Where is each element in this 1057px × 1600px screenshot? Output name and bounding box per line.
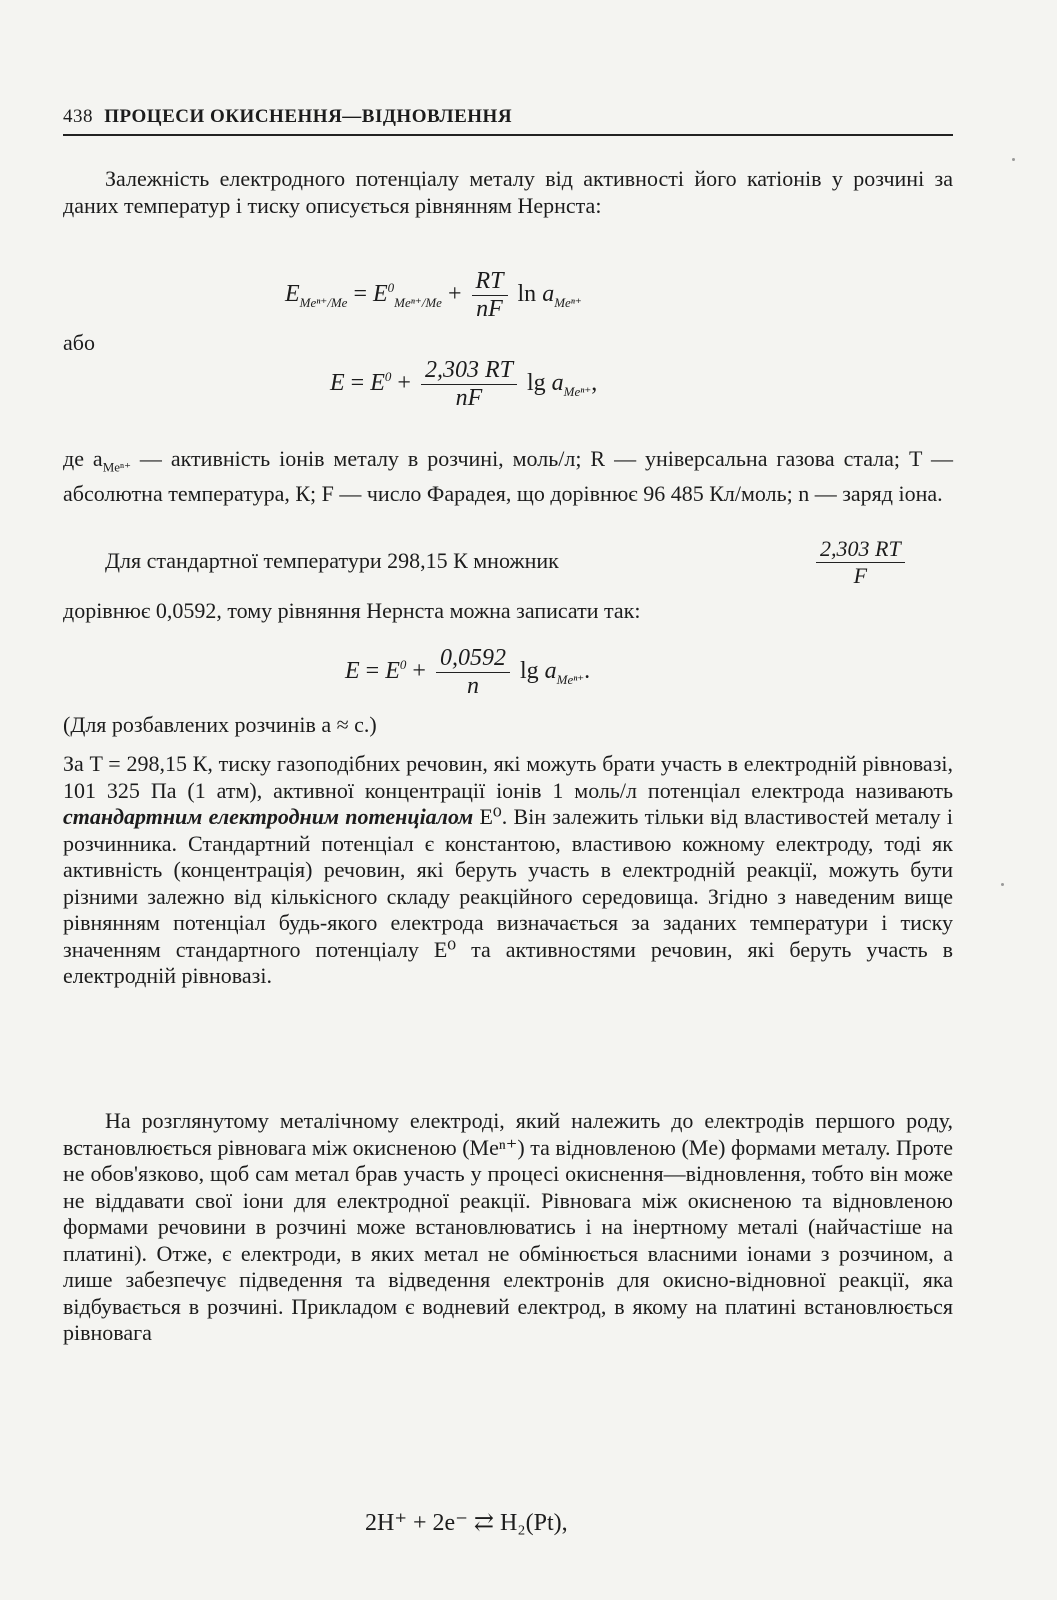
page-header	[63, 106, 953, 136]
factor-fraction: $\frac{2,303 RT}{F}$	[812, 536, 909, 589]
paragraph-standard-temp-cont: дорівнює 0,0592, тому рівняння Нернста можна записати так:	[63, 598, 641, 623]
paragraph-dilute-note: (Для розбавлених розчинів a ≈ c.)	[63, 712, 377, 737]
running-title: ПРОЦЕСИ ОКИСНЕННЯ—ВІДНОВЛЕННЯ	[104, 106, 513, 127]
word-or: або	[63, 330, 95, 355]
scan-speck	[1012, 158, 1015, 161]
paragraph-standard-potential: За T = 298,15 К, тиску газоподібних речовин, які можуть брати участь в електродній рівновазі, 101 325 Па (1 атм), активної концентрації іонів 1 моль/л потенціал електрода називають стандартним електродним потенціалом E⁰. Він залежить тільки від властивостей металу і розчинника. Стандартний потенціал є константою, властивою кожному електроду, тоді як активність (концентрація) речовин, які беруть участь в електродній реакції, можуть бути різними залежно від кількісного складу реакційного середовища. Згідно з наведеним вище рівнянням потенціал будь-якого електрода визначається за заданих температури і тиску значенням стандартного потенціалу E⁰ та активностями речовин, які беруть участь в електродній рівновазі.	[63, 751, 953, 988]
equation-nernst-ln: $E_{Me^{n+}/Me} = E^0_{Me^{n+}/Me}$ + $\frac{RT}{nF}$ $\ln a_{Me^{n+}}$	[285, 268, 582, 322]
term-standard-electrode-potential: стандартним електродним потенціалом	[63, 804, 474, 829]
paragraph-nernst-intro: Залежність електродного потенціалу металу від активності його катіонів у розчині за даних температур і тиску описується рівнянням Нернста:	[63, 166, 953, 218]
paragraph-standard-temp: Для стандартної температури 298,15 К множник	[105, 548, 559, 573]
equation-nernst-lg: $E = E^0$ + $\frac{2,303 RT}{nF}$ $\lg a_{Me^{n+}}$,	[330, 357, 598, 411]
page-number: 438	[63, 106, 93, 127]
scan-speck	[1001, 883, 1004, 886]
equation-nernst-0592: $E = E^0$ + $\frac{0,0592}{n}$ $\lg a_{Me^{n+}}$.	[345, 645, 591, 699]
equation-hydrogen-electrode: 2H⁺ + 2e⁻ ⇄ H₂(Pt),	[365, 1510, 568, 1536]
paragraph-inert-electrodes: На розглянутому металічному електроді, який належить до електродів першого роду, встановлюється рівновага між окисненою (Meⁿ⁺) та відновленою (Me) формами металу. Проте не обов'язково, щоб сам метал брав участь у процесі окиснення—відновлення, тобто він може не віддавати свої іони для електродної реакції. Рівновага між окисненою та відновленою формами речовини в розчині може встановлюватись і на інертному металі (найчастіше на платині). Отже, є електроди, в яких метал не обмінюється власними іонами з розчином, а лише забезпечує підведення та відведення електронів для окисно-відновної реакції, яка відбувається в розчині. Прикладом є водневий електрод, в якому на платині встановлюється рівновага	[63, 1108, 953, 1345]
paragraph-definitions: де $a_{Me^{n+}}$ — активність іонів металу в розчині, моль/л; R — універсальна газова стала; T — абсолютна температура, К; F — число Фарадея, що дорівнює 96 485 Кл/моль; n — заряд іона.	[63, 446, 953, 506]
